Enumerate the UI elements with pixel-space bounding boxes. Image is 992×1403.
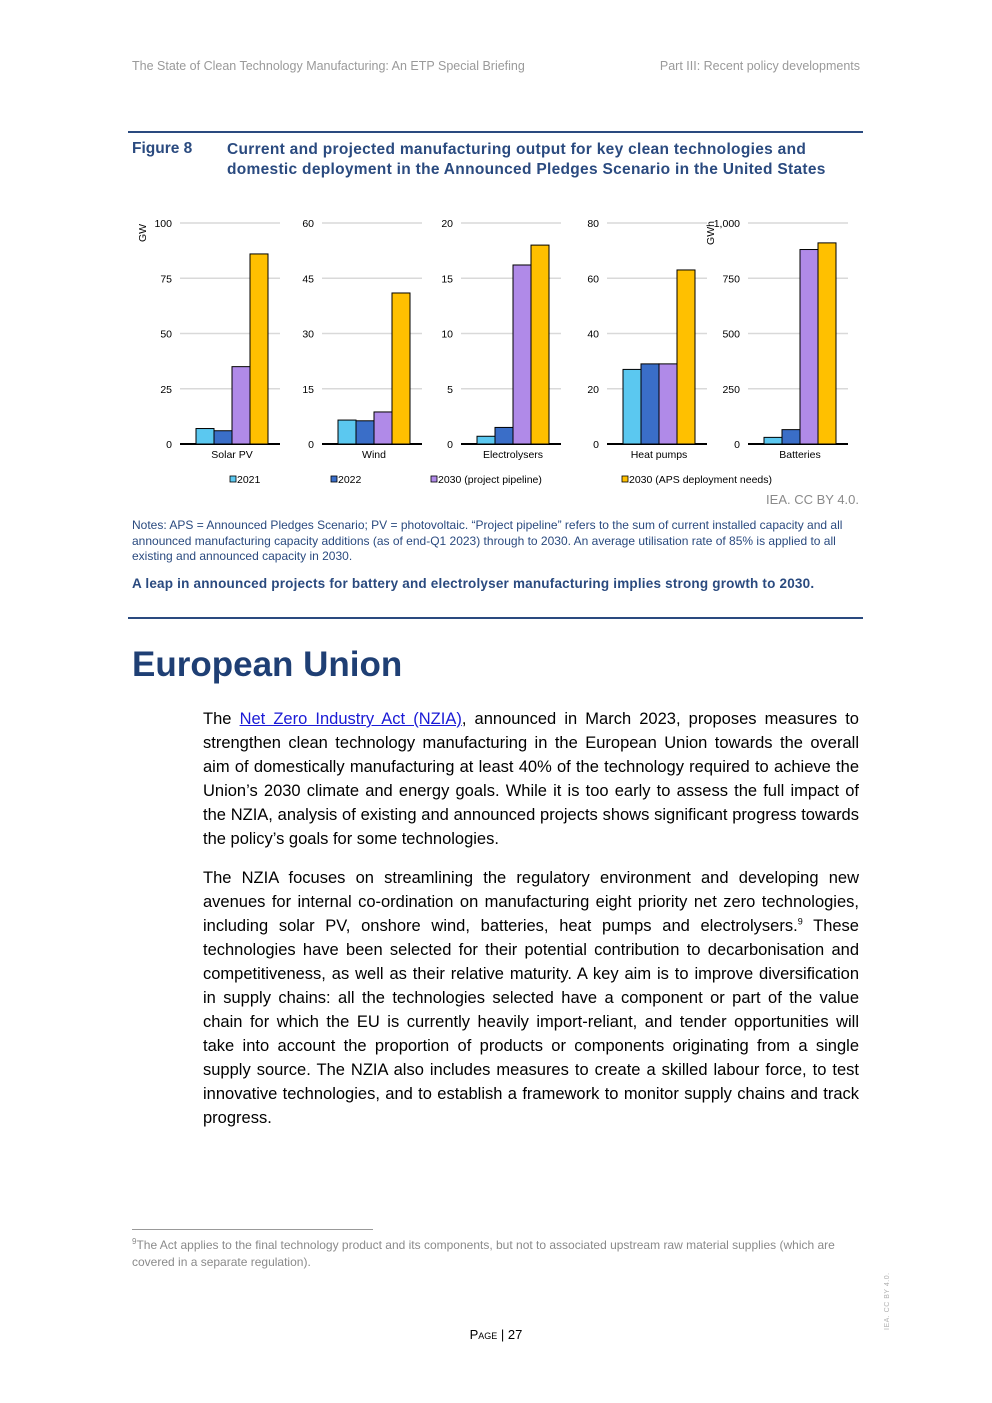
y-tick-label: 0 — [166, 439, 172, 451]
bar-2030 — [659, 364, 677, 444]
bar-2022 — [782, 430, 800, 444]
y-tick-label: 0 — [734, 439, 740, 451]
body-paragraph-2 — [203, 866, 859, 1130]
y-tick-label: 60 — [302, 218, 314, 230]
bar-2022 — [214, 431, 232, 444]
running-header-title: The State of Clean Technology Manufacturing: An ETP Special Briefing — [132, 59, 525, 73]
bar-2021 — [623, 369, 641, 444]
bar-2021 — [477, 436, 495, 444]
figure-credit: IEA. CC BY 4.0. — [766, 492, 859, 507]
figure-top-rule — [128, 131, 863, 133]
page-number — [0, 1327, 992, 1342]
side-license-mark: IEA. CC BY 4.0. — [884, 1272, 891, 1330]
bar-2022 — [495, 427, 513, 444]
figure-notes: Notes: APS = Announced Pledges Scenario; PV = photovoltaic. “Project pipeline” refers to the sum of current installed capacity and all announced manufacturing capacity additions (as of end-Q1 2023) through to 2030. An average utilisation rate of 85% is applied to all existing and announced capacity in 2030. — [132, 518, 843, 563]
paragraph-text: These technologies have been selected for their potential contribution to decarbonisation and competitiveness, as well as their relative maturity. A key aim is to improve diversification in supply chains: all the technologies selected have a component or part of the value chain for which the EU is currently heavily import-reliant, and tender opportunities will take into account the proportion of products or components originating from a single supply source. The NZIA also includes measures to create a skilled labour force, to test innovative technologies, and to establish a framework to monitor supply chains and track progress. — [203, 917, 859, 1127]
paragraph-text: The — [203, 710, 240, 728]
bar-2030 — [374, 412, 392, 444]
y-tick-label: 10 — [441, 328, 453, 341]
legend-swatch — [431, 476, 437, 482]
y-tick-label: 45 — [302, 273, 314, 286]
y-tick-label: 60 — [587, 273, 599, 286]
y-unit-label: GW — [137, 223, 149, 243]
figure-chart — [128, 206, 863, 496]
y-tick-label: 5 — [447, 383, 453, 396]
paragraph-text: The NZIA focuses on streamlining the regulatory environment and developing new avenues for internal co-ordination on manufacturing eight priority net zero technologies, including solar PV, onshore wind, batteries, heat pumps and electrolysers. — [203, 869, 859, 935]
page-number-value: 27 — [507, 1327, 523, 1342]
legend-label: 2030 (APS deployment needs) — [629, 474, 773, 486]
y-tick-label: 30 — [302, 328, 314, 341]
footnote-number: 9 — [132, 1237, 137, 1246]
footnote-text: The Act applies to the final technology product and its components, but not to associated upstream raw material supplies (which are covered in a separate regulation). — [132, 1238, 835, 1269]
y-tick-label: 50 — [160, 328, 172, 341]
legend-label: 2021 — [237, 474, 261, 486]
y-tick-label: 250 — [722, 383, 740, 396]
legend-label: 2030 (project pipeline) — [438, 474, 542, 486]
y-tick-label: 75 — [160, 273, 172, 286]
bar-2030 — [392, 293, 410, 444]
footnote-ref[interactable]: 9 — [797, 916, 803, 927]
y-tick-label: 750 — [722, 273, 740, 286]
bar-2030 — [513, 265, 531, 444]
legend-swatch — [331, 476, 337, 482]
page-word: Page — [469, 1327, 498, 1342]
bar-2030 — [818, 243, 836, 444]
y-unit-label: GWh — [705, 221, 717, 245]
figure-takeaway: A leap in announced projects for battery and electrolyser manufacturing implies strong growth to 2030. — [132, 576, 815, 591]
bar-2021 — [338, 420, 356, 444]
bar-2021 — [196, 429, 214, 444]
page-separator: | — [497, 1327, 508, 1342]
y-tick-label: 0 — [447, 439, 453, 451]
y-tick-label: 20 — [441, 218, 453, 230]
y-tick-label: 15 — [302, 383, 314, 396]
nzia-link[interactable]: Net Zero Industry Act (NZIA) — [239, 710, 462, 728]
bar-2022 — [641, 364, 659, 444]
legend-swatch — [230, 476, 236, 482]
y-tick-label: 15 — [441, 273, 453, 286]
y-tick-label: 100 — [154, 218, 172, 230]
x-category-label: Electrolysers — [482, 449, 544, 461]
section-heading: European Union — [132, 645, 403, 684]
figure-title: Current and projected manufacturing output for key clean technologies and domestic deployment in the Announced Pledges Scenario in the United States — [227, 141, 826, 178]
y-tick-label: 20 — [587, 383, 599, 396]
bar-2022 — [356, 421, 374, 444]
running-header-section: Part III: Recent policy developments — [659, 59, 860, 73]
bar-2030 — [531, 245, 549, 444]
bar-2030 — [677, 270, 695, 444]
footnote-divider — [132, 1229, 373, 1230]
legend-label: 2022 — [338, 474, 362, 486]
bar-2030 — [250, 254, 268, 444]
y-tick-label: 0 — [308, 439, 314, 451]
y-tick-label: 25 — [160, 383, 172, 396]
figure-bottom-rule — [128, 617, 863, 619]
paragraph-text: , announced in March 2023, proposes measures to strengthen clean technology manufacturing in the European Union towards the overall aim of domestically manufacturing at least 40% of the technology required to achieve the Union’s 2030 climate and energy goals. While it is too early to assess the full impact of the NZIA, analysis of existing and announced projects shows significant progress towards the policy’s goals for some technologies. — [203, 710, 859, 848]
bar-2030 — [800, 250, 818, 444]
y-tick-label: 80 — [587, 218, 599, 230]
body-paragraph-1 — [203, 707, 859, 851]
bar-2021 — [764, 437, 782, 444]
x-category-label: Solar PV — [211, 449, 253, 461]
footnote — [132, 1237, 860, 1270]
x-category-label: Wind — [362, 449, 386, 461]
y-tick-label: 40 — [587, 328, 599, 341]
legend-swatch — [622, 476, 628, 482]
x-category-label: Batteries — [779, 449, 821, 461]
y-tick-label: 0 — [593, 439, 599, 451]
bar-2030 — [232, 367, 250, 444]
x-category-label: Heat pumps — [630, 449, 688, 461]
y-tick-label: 1,000 — [713, 218, 740, 230]
y-tick-label: 500 — [722, 328, 740, 341]
figure-label: Figure 8 — [132, 140, 193, 157]
